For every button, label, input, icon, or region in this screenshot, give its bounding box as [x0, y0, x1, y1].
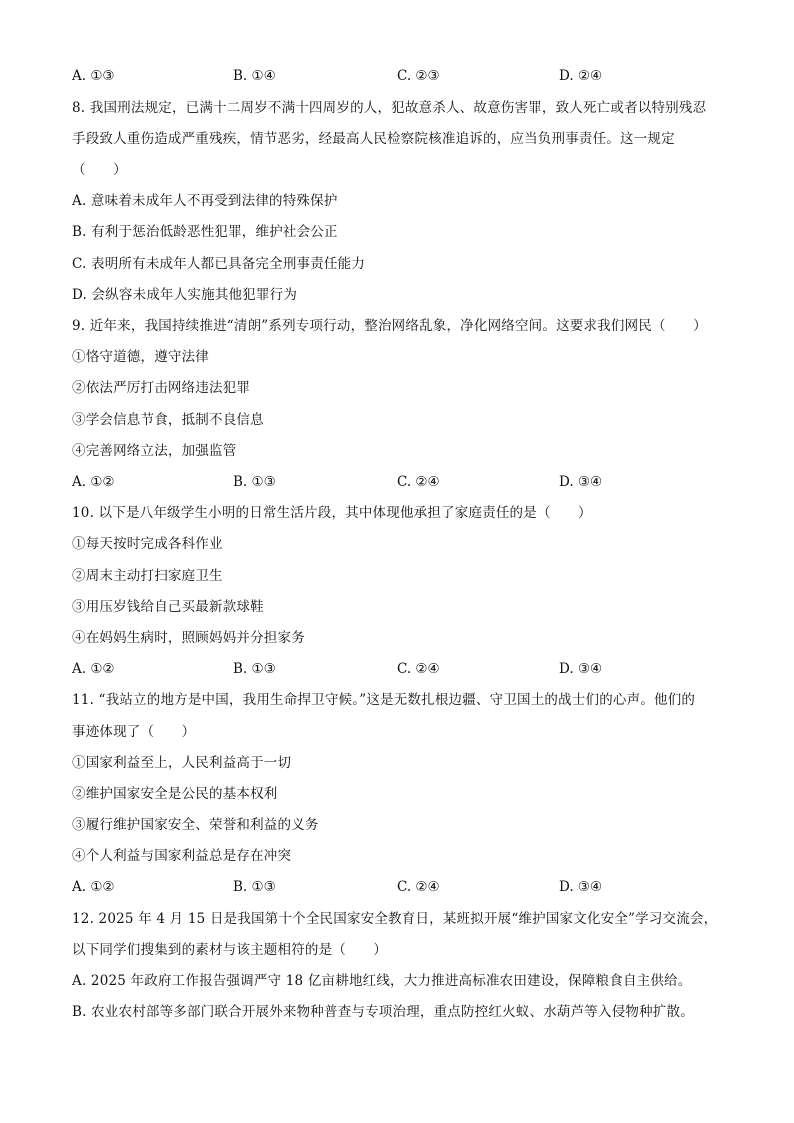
- q8-option-a[interactable]: A. 意味着未成年人不再受到法律的特殊保护: [72, 193, 338, 209]
- q8-stem-line1: 8. 我国刑法规定，已满十二周岁不满十四周岁的人，犯故意杀人、故意伤害罪，致人死亡或者以特别残忍: [72, 100, 707, 116]
- q9-option-a[interactable]: A. ①②: [72, 474, 115, 490]
- q9-item-3: ③学会信息节食，抵制不良信息: [72, 412, 264, 428]
- q11-item-4: ④个人利益与国家利益总是存在冲突: [72, 848, 292, 864]
- q8-stem-line3: （ ）: [72, 162, 127, 178]
- q11-option-d[interactable]: D. ③④: [559, 879, 603, 895]
- q7-option-b[interactable]: B. ①④: [233, 68, 276, 84]
- q11-item-2: ②维护国家安全是公民的基本权利: [72, 786, 278, 802]
- q12-option-b[interactable]: B. 农业农村部等多部门联合开展外来物种普查与专项治理，重点防控红火蚁、水葫芦等入侵物种扩散。: [72, 1004, 694, 1020]
- q9-stem: 9. 近年来，我国持续推进“清朗”系列专项行动，整治网络乱象，净化网络空间。这要求我们网民（ ）: [72, 318, 707, 334]
- q12-stem-line2: 以下同学们搜集到的素材与该主题相符的是（ ）: [72, 942, 388, 958]
- q7-option-d[interactable]: D. ②④: [559, 68, 603, 84]
- q12-option-a[interactable]: A. 2025 年政府工作报告强调严守 18 亿亩耕地红线，大力推进高标准农田建设，保障粮食自主供给。: [72, 973, 692, 989]
- q11-option-b[interactable]: B. ①③: [233, 879, 276, 895]
- q8-option-d[interactable]: D. 会纵容未成年人实施其他犯罪行为: [72, 287, 298, 303]
- q11-stem-line2: 事迹体现了（ ）: [72, 724, 196, 740]
- q10-option-b[interactable]: B. ①③: [233, 661, 276, 677]
- q11-item-3: ③履行维护国家安全、荣誉和利益的义务: [72, 817, 319, 833]
- q10-item-1: ①每天按时完成各科作业: [72, 536, 223, 552]
- q10-item-3: ③用压岁钱给自己买最新款球鞋: [72, 599, 264, 615]
- q7-option-a[interactable]: A. ①③: [72, 68, 115, 84]
- q11-stem-line1: 11. “我站立的地方是中国，我用生命捍卫守候。”这是无数扎根边疆、守卫国土的战士们的心声。他们的: [72, 692, 696, 708]
- q10-option-c[interactable]: C. ②④: [397, 661, 440, 677]
- q11-option-c[interactable]: C. ②④: [397, 879, 440, 895]
- q8-option-c[interactable]: C. 表明所有未成年人都已具备完全刑事责任能力: [72, 256, 366, 272]
- q7-option-c[interactable]: C. ②③: [397, 68, 440, 84]
- q10-option-a[interactable]: A. ①②: [72, 661, 115, 677]
- q10-option-d[interactable]: D. ③④: [559, 661, 603, 677]
- q8-option-b[interactable]: B. 有利于惩治低龄恶性犯罪，维护社会公正: [72, 224, 338, 240]
- q9-option-c[interactable]: C. ②④: [397, 474, 440, 490]
- q10-item-2: ②周末主动打扫家庭卫生: [72, 568, 223, 584]
- q8-stem-line2: 手段致人重伤造成严重残疾，情节恶劣，经最高人民检察院核准追诉的，应当负刑事责任。这一规定: [72, 131, 675, 147]
- q9-item-2: ②依法严厉打击网络违法犯罪: [72, 380, 251, 396]
- q11-item-1: ①国家利益至上，人民利益高于一切: [72, 755, 292, 771]
- q12-stem-line1: 12. 2025 年 4 月 15 日是我国第十个全民国家安全教育日，某班拟开展“维护国家文化安全”学习交流会，: [72, 911, 718, 927]
- q10-stem: 10. 以下是八年级学生小明的日常生活片段，其中体现他承担了家庭责任的是（ ）: [72, 505, 592, 521]
- q11-option-a[interactable]: A. ①②: [72, 879, 115, 895]
- q10-item-4: ④在妈妈生病时，照顾妈妈并分担家务: [72, 630, 305, 646]
- q9-item-4: ④完善网络立法，加强监管: [72, 443, 237, 459]
- q9-option-b[interactable]: B. ①③: [233, 474, 276, 490]
- q9-item-1: ①恪守道德，遵守法律: [72, 349, 209, 365]
- q9-option-d[interactable]: D. ③④: [559, 474, 603, 490]
